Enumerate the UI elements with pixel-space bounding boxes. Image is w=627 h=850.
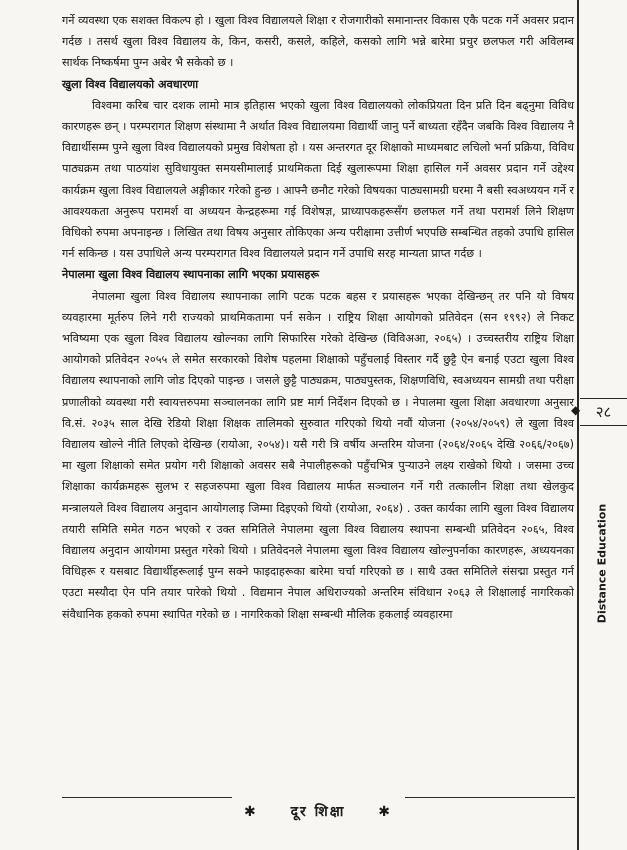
- footer-title: दूर शिक्षा: [290, 804, 346, 820]
- diamond-icon: ◆: [571, 403, 581, 417]
- distance-education-label: Distance Education: [595, 503, 609, 624]
- section-heading-efforts: नेपालमा खुला विश्व विद्यालय स्थापनाका लागि भएका प्रयासहरू: [62, 268, 320, 282]
- sidebar-divider: [577, 0, 579, 850]
- paragraph-efforts: नेपालमा खुला विश्व विद्यालय स्थापनाका लागि पटक पटक बहस र प्रयासहरू भएका देखिन्छन् तर पनि यो विषय व्यवहारमा मूर्तरुप लिने गरी राज्यको प्राथमिकतामा पर्न सकेन । राष्ट्रिय शिक्षा आयोगको प्रतिवेदन (सन १९९२) ले निकट भविष्यमा एक खुला विश्व विद्यालय खोल्नका लागि सिफारिस गरेको देखिन्छ (विविअआ, २०६५) । उच्चस्तरीय राष्ट्रिय शिक्षा आयोगको प्रतिवेदन २०५५ ले समेत सरकारको विशेष पहलमा शिक्षाको पहुँचलाई विस्तार गर्दै छुट्टै ऐन बनाई एउटा खुला विश्व विद्यालय स्थापनाको लागि जोड दिएको पाइन्छ । जसले छुट्टै पाठ्यक्रम, पाठ्यपुस्तक, शिक्षणविधि, स्वअध्ययन सामग्री तथा परीक्षा प्रणालीको व्यवस्था गरी स्वायत्तरुपमा सञ्चालनका लागि प्रष्ट मार्ग निर्देशन दिएको छ । नेपालमा खुला शिक्षा अवधारणा अनुसार वि.सं. २०३५ साल देखि रेडियो शिक्षा शिक्षक तालिमको सुरुवात गरिएको थियो नवौं योजना (२०५४/२०५९) ले खुला विश्व विद्यालय खोल्ने नीति लिएको देखिन्छ (रायोआ, २०५४)। यसै गरी त्रि वर्षीय अन्तरिम योजना (२०६४/२०६५ देखि २०६६/२०६७) मा खुला शिक्षाको समेत प्रयोग गरी शिक्षाको अवसर सबै नेपालीहरूको पहुँचभित्र पुऱ्याउने लक्ष्य राखेको थियो । जसमा उच्च शिक्षाका कार्यक्रमहरू सुलभ र सहजरुपमा खुला विश्व विद्यालय मार्फत सञ्चालन गर्ने गरी तत्कालीन शिक्षा तथा खेलकुद मन्त्रालयले विश्व विद्यालय अनुदान आयोगलाइ जिम्मा दिइएको थियो (रायोआ, २०६४) . उक्त कार्यका लागि खुला विश्व विद्यालय तयारी समिति समेत गठन भएको र उक्त समितिले नेपालमा खुला विश्व विद्यालय स्थापना सम्बन्धी प्रतिवेदन २०६५, विश्व विद्यालय अनुदान आयोगमा प्रस्तुत गरेको थियो । प्रतिवेदनले नेपालमा खुला विश्व विद्यालय खोल्नुपर्नाका कारणहरू, अध्ययनका विधिहरू र यसबाट विद्यार्थीहरूलाई पुग्न सक्ने फाइदाहरूका बारेमा चर्चा गरिएको छ । साथै उक्त समितिले संसद्मा प्रस्तुत गर्न एउटा मस्यौदा ऐन पनि तयार पारेको थियो . विद्यमान नेपाल अधिराज्यको अन्तरिम संविधान २०६३ ले शिक्षालाई नागरिकको संवैधानिक हकको रुपमा स्थापित गरेको छ । नागरिकको शिक्षा सम्बन्धी मौलिक हकलाई व्यवहारमा: [62, 289, 574, 621]
- paragraph-intro: गर्ने व्यवस्था एक सशक्त विकल्प हो । खुला विश्व विद्यालयले शिक्षा र रोजगारीको समानान्तर विकास एकै पटक गर्ने अवसर प्रदान गर्दछ । तसर्थ खुला विश्व विद्यालय के, किन, कसरी, कसले, कहिले, कसको लागि भन्ने बारेमा प्रचुर छलफल गरी अविलम्ब सार्थक निष्कर्षमा पुग्न अबेर भै सकेको छ ।: [62, 14, 574, 70]
- article-body: [62, 10, 574, 625]
- footer: [62, 802, 574, 821]
- page-number: २८: [580, 398, 627, 426]
- footer-rule-right: [405, 797, 575, 798]
- star-icon: ✱: [243, 804, 258, 820]
- footer-rule-left: [62, 797, 232, 798]
- section-heading-concept: खुला विश्व विद्यालयको अवधारणा: [62, 77, 199, 91]
- paragraph-concept: विश्वमा करिब चार दशक लामो मात्र इतिहास भएको खुला विश्व विद्यालयको लोकप्रियता दिन प्रति दिन बढ्नुमा विविध कारणहरू छन् । परम्परागत शिक्षण संस्थामा नै अर्थात विश्व विद्यालयमा विद्यार्थी जानु पर्ने बाध्यता रहँदैन जबकि विश्व विद्यालय नै विद्यार्थीसम्म पुग्ने खुला विश्व विद्यालयको प्रमुख विशेषता हो । यस अन्तरगत दूर शिक्षाको माध्यमबाट लचिलो भर्ना प्रक्रिया, विविध पाठ्यक्रम तथा पाठयांश सुविधायुक्त समयसीमालाई प्राथमिकता दिई खुलारूपमा शिक्षा हासिल गर्ने अवसर प्रदान गर्ने उद्देश्य कार्यक्रम खुला विश्व विद्यालयले अङ्गीकार गरेको हुन्छ । आफ्नै छनौट गरेको विषयका पाठ्यसामग्री घरमा नै बसी स्वअध्ययन गर्ने र आवश्यकता अनुरूप परामर्श वा अध्ययन केन्द्रहरूमा गई विशेषज्ञ, प्राध्यापकहरूसँग छलफल गर्ने तथा परामर्श लिने शिक्षण विधिको रुपमा अपनाइन्छ । लिखित तथा विषय अनुसार तोकिएका अन्य परीक्षामा उत्तीर्ण भएपछि सम्बन्धित तहको उपाधि हासिल गर्न सकिन्छ । यस उपाधिले अन्य परम्परागत विश्व विद्यालयले प्रदान गर्ने उपाधि सरह मान्यता प्राप्त गर्दछ ।: [62, 98, 574, 261]
- star-icon: ✱: [378, 804, 393, 820]
